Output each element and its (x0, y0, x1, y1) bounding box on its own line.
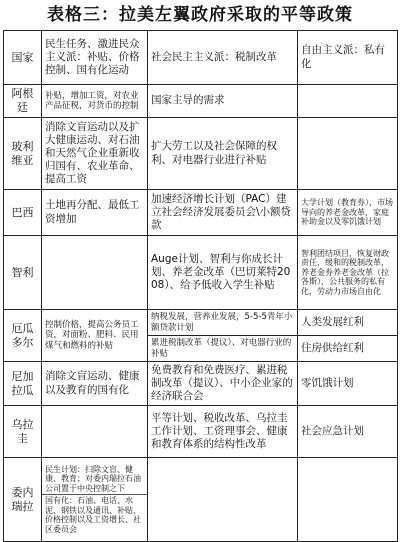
country-cell: 阿根廷 (4, 85, 42, 118)
socdem-cell (148, 458, 298, 542)
country-cell: 厄瓜多尔 (4, 310, 42, 362)
table-row (4, 85, 398, 118)
table-row (4, 190, 398, 236)
populist-cell: 消除文盲运动以及扩大健康运动、对石油和天然气企业重新收归国有、农业革命、提高工资 (42, 118, 148, 190)
socdem-cell: 扩大劳工以及社会保障的权利、对电器行业进行补贴 (148, 118, 298, 190)
table-row (4, 118, 398, 190)
table-row (4, 458, 398, 542)
liberal-cell: 人类发展红利 (298, 310, 398, 336)
liberal-cell (298, 458, 398, 542)
populist-cell (42, 406, 148, 458)
populist-cell: 控制价格，提高公务员工资，对面粉、肥料、民用煤气和燃料的补贴 (42, 310, 148, 362)
socdem-cell: 累进税制改革（提议）、对电器行业的补贴 (148, 336, 298, 362)
header-socdem: 社会民主主义派：税制改革 (148, 31, 298, 85)
policy-table (3, 30, 398, 542)
populist-cell (42, 236, 148, 310)
header-country: 国家 (4, 31, 42, 85)
country-cell: 巴西 (4, 190, 42, 236)
country-cell: 智利 (4, 236, 42, 310)
populist-cell: 消除文盲运动、健康以及教育的国有化 (42, 362, 148, 406)
header-populist: 民生任务、激进民众主义派：补贴、价格控制、国有化运动 (42, 31, 148, 85)
socdem-cell: 加速经济增长计划（PAC）建立社会经济发展委员会\小额贷款 (148, 190, 298, 236)
country-cell: 尼加拉瓜 (4, 362, 42, 406)
liberal-cell (298, 118, 398, 190)
table-row (4, 236, 398, 310)
populist-cell (42, 458, 148, 542)
populist-cell: 土地再分配、最低工资增加 (42, 190, 148, 236)
country-cell: 乌拉圭 (4, 406, 42, 458)
country-cell: 玻利维亚 (4, 118, 42, 190)
liberal-cell: 社会应急计划 (298, 406, 398, 458)
liberal-cell: 零饥饿计划 (298, 362, 398, 406)
country-cell: 委内瑞拉 (4, 458, 42, 542)
header-row (4, 31, 398, 85)
table-row (4, 362, 398, 406)
liberal-cell: 智利团结项目，恢复财政责任，缓和的税制改革，养老金券养老金改革（拉各斯），公共服务的私有化，劳动力市场自由化 (298, 236, 398, 310)
socdem-cell: 纳税发展，营养业发展，5-5-5青年小额贷款计划 (148, 310, 298, 336)
socdem-cell: 平等计划、税收改革、乌拉圭工作计划、工资理事会、健康和教育体系的结构性改革 (148, 406, 298, 458)
table-row (4, 310, 398, 336)
populist-cell: 补贴，增加工资，对农业产品征税，对货币的控制 (42, 85, 148, 118)
socdem-cell: 国家主导的需求 (148, 85, 298, 118)
liberal-cell (298, 85, 398, 118)
liberal-cell: 住房供给红利 (298, 336, 398, 362)
page-title: 表格三：拉美左翼政府采取的平等政策 (47, 5, 353, 25)
liberal-cell: 大学计划（教育券），市场导向的养老金改革，家庭补助金以及零饥饿计划 (298, 190, 398, 236)
table-row (4, 406, 398, 458)
socdem-cell: Auge计划、智利与你成长计划、养老金改革（巴切莱特2008）、给予低收入学生补贴 (148, 236, 298, 310)
populist-text-2: 国有化：石油、电话、水泥、钢铁以及通讯、补贴、价格控制以及工资增长、社区委员会 (45, 496, 141, 534)
populist-text-1: 民生计划：扫除文盲、健康、教育；对委内瑞拉石油公司置于中央控制之下 (45, 464, 141, 493)
header-liberal: 自由主义派：私有化 (298, 31, 398, 85)
socdem-cell: 免费教育和免费医疗、累进税制改革（提议）、中小企业家的经济联合会 (148, 362, 298, 406)
